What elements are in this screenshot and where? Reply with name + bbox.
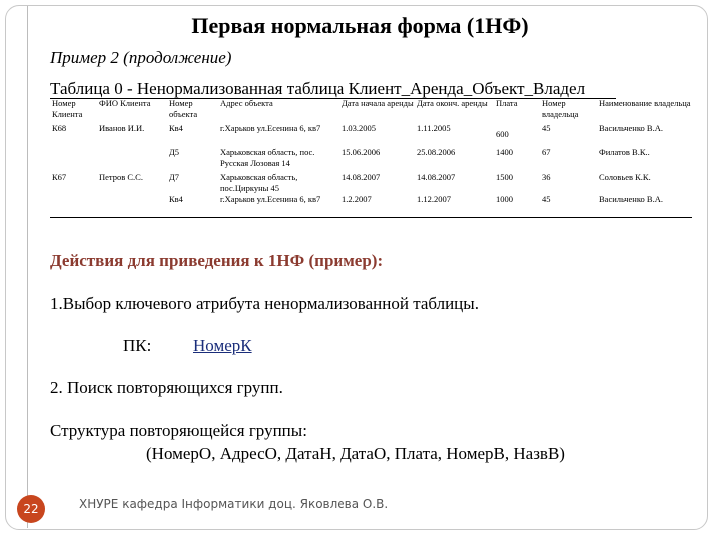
table-cell: 14.08.2007 [417,172,456,182]
table-cell [50,194,97,217]
table-cell [97,194,167,217]
table-cell: Д5 [169,147,180,157]
left-margin-rule [27,6,28,528]
table-row [50,194,692,217]
table-cell: 1.11.2005 [417,123,451,133]
table-cell: 14.08.2007 [342,172,381,182]
column-header: Номер Клиента [52,98,83,119]
table-cell: К67 [52,172,67,182]
column-header: Плата [496,98,518,108]
column-header: Номер владельца [542,98,579,119]
table-cell: г.Харьков ул.Есенина 6, кв7 [218,194,340,217]
table-row [50,147,692,172]
column-header: Дата начала аренды [342,98,414,108]
table-cell: 600 [496,129,509,139]
table-cell: Харьковская область, пос.Циркуны 45 [220,172,298,193]
table-cell [97,147,167,172]
table-cell: Харьковская область, пос. Русская Лозовая 14 [220,147,315,168]
table-cell: Соловьев К.К. [599,172,651,182]
table-cell: Кв4 [167,194,218,217]
table-header-row [50,98,692,122]
slide-title: Первая нормальная форма (1НФ) [191,13,529,38]
table-cell: 25.08.2006 [417,147,456,157]
primary-key-value: НомерК [193,336,252,355]
table-cell: Кв4 [169,123,183,133]
column-header: Дата оконч. аренды [417,98,488,108]
table-cell: 15.06.2006 [342,147,381,157]
repeating-group-label: Структура повторяющейся группы: [50,421,307,440]
column-header: Наименование владельца [599,98,691,108]
table-row [50,172,692,194]
table-cell: 1.03.2005 [342,123,376,133]
table-cell: 67 [542,147,551,157]
table-cell: Петров С.С. [99,172,143,182]
footer-text: ХНУРЕ кафедра Інформатики доц. Яковлева О.В. [79,497,389,511]
table-cell: Филатов В.К.. [599,147,650,157]
table-row [50,122,692,147]
table-cell: К68 [52,123,67,133]
table-cell: 1000 [494,194,540,217]
table-cell: 1400 [496,147,513,157]
table-cell: 45 [540,194,597,217]
table-cell: 45 [542,123,551,133]
table-cell [50,147,97,172]
actions-heading: Действия для приведения к 1НФ (пример): [50,251,384,270]
column-header: Адрес объекта [220,98,273,108]
table-cell: Иванов И.И. [99,123,145,133]
table-caption: Таблица 0 - Ненормализованная таблица Клиент_Аренда_Объект_Владел [50,79,586,98]
column-header: Номер объекта [169,98,198,119]
step-2-text: 2. Поиск повторяющихся групп. [50,378,283,397]
table-cell: Васильченко В.А. [599,123,663,133]
page-number-badge: 22 [17,495,45,523]
table-cell: Васильченко В.А. [597,194,692,217]
table-cell: 1.2.2007 [340,194,415,217]
column-header: ФИО Клиента [99,98,151,108]
table-cell: 1500 [496,172,513,182]
table-cell: г.Харьков ул.Есенина 6, кв7 [220,123,321,133]
repeating-group-structure: (НомерО, АдресО, ДатаН, ДатаО, Плата, НомерВ, НазвВ) [146,444,565,463]
step-1-text: 1.Выбор ключевого атрибута ненормализованной таблицы. [50,294,479,313]
table-cell: Д7 [169,172,180,182]
table-cell: 36 [542,172,551,182]
primary-key-label: ПК: [123,336,152,355]
table-cell: 1.12.2007 [415,194,494,217]
slide-subtitle: Пример 2 (продолжение) [50,48,232,67]
unnormalized-table [50,98,692,218]
